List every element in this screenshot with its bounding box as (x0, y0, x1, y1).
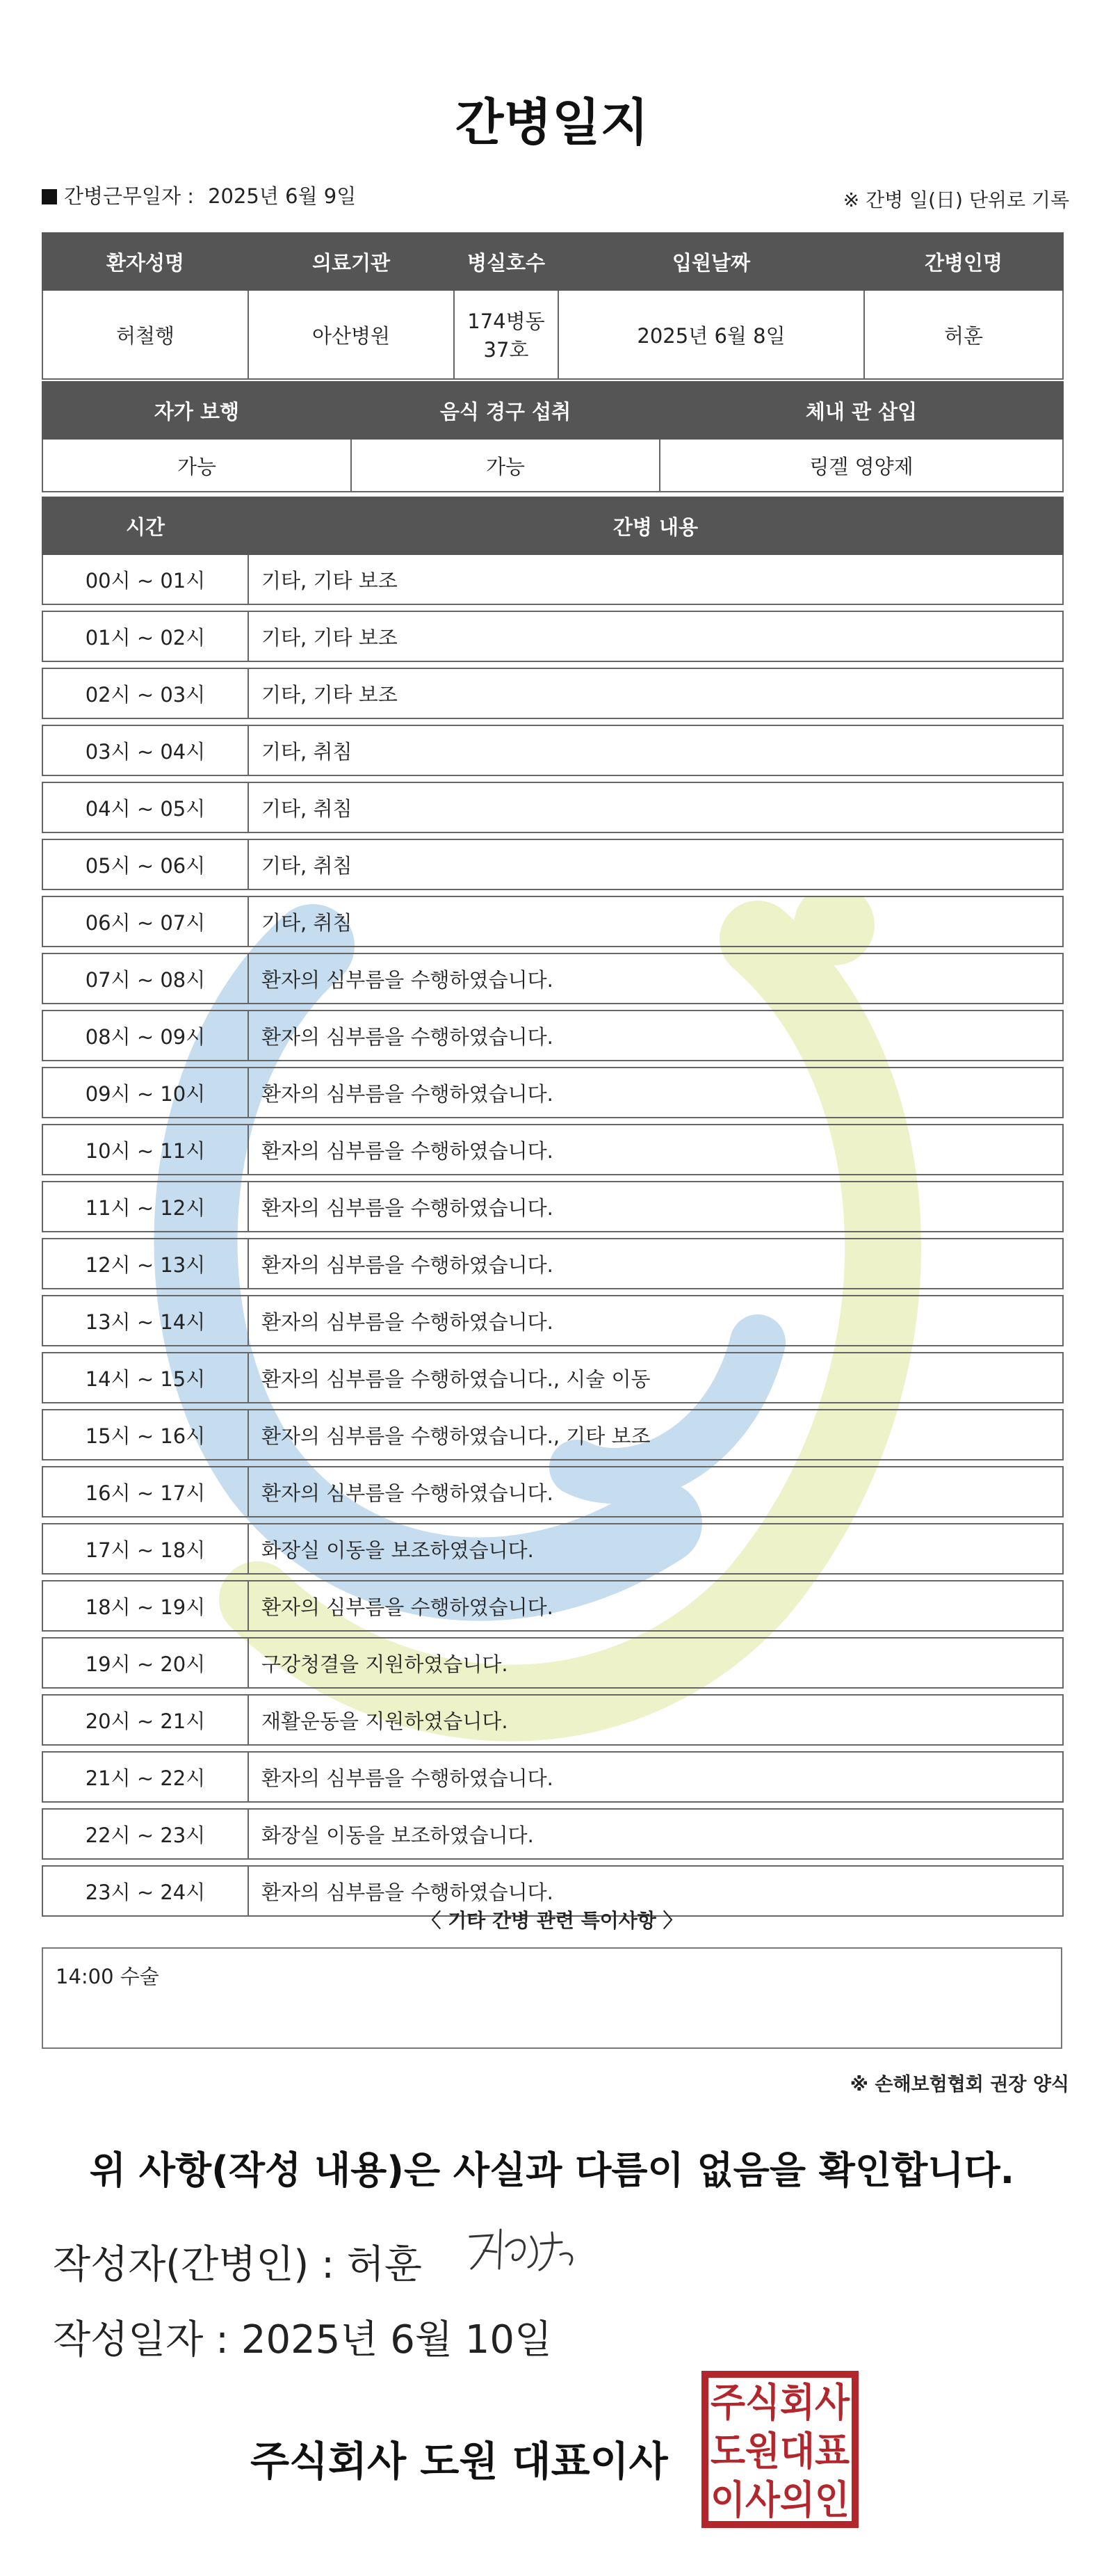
header-self-walking: 자가 보행 (42, 382, 351, 439)
table-row (42, 1125, 1063, 1175)
row-time: 08시 ~ 09시 (42, 1011, 248, 1061)
row-time: 10시 ~ 11시 (42, 1125, 248, 1175)
remarks-box (42, 1947, 1062, 2049)
room-no: 37호 (483, 338, 529, 362)
row-content: 환자의 심부름을 수행하였습니다. (248, 1866, 1063, 1916)
row-time: 12시 ~ 13시 (42, 1239, 248, 1289)
row-gap (42, 832, 1063, 839)
table-row (42, 953, 1063, 1004)
oral-intake-value: 가능 (351, 439, 660, 492)
row-time: 06시 ~ 07시 (42, 896, 248, 947)
status-table (42, 381, 1064, 492)
table-row (42, 554, 1063, 604)
svg-text:도원대표: 도원대표 (711, 2429, 850, 2474)
row-time: 03시 ~ 04시 (42, 725, 248, 775)
row-gap (42, 1118, 1063, 1125)
record-unit-note: ※ 간병 일(日) 단위로 기록 (843, 188, 1069, 211)
header-admission-date: 입원날짜 (558, 233, 864, 290)
svg-text:주식회사: 주식회사 (711, 2381, 850, 2426)
handwritten-signature (464, 2223, 583, 2277)
table-row (42, 782, 1063, 832)
header-tube-insertion: 체내 관 삽입 (660, 382, 1063, 439)
row-time: 19시 ~ 20시 (42, 1638, 248, 1688)
table-row (42, 668, 1063, 718)
header-care-content: 간병 내용 (248, 497, 1063, 554)
work-date-line (42, 181, 356, 209)
header-caregiver: 간병인명 (864, 233, 1063, 290)
remarks-caption: 〈 기타 간병 관련 특이사항 〉 (421, 1909, 683, 1932)
row-content: 환자의 심부름을 수행하였습니다., 시술 이동 (248, 1353, 1063, 1403)
row-content: 환자의 심부름을 수행하였습니다., 기타 보조 (248, 1410, 1063, 1460)
patient-info-table (42, 232, 1064, 380)
row-content: 기타, 기타 보조 (248, 554, 1063, 604)
row-time: 23시 ~ 24시 (42, 1866, 248, 1916)
row-time: 16시 ~ 17시 (42, 1467, 248, 1517)
row-time: 02시 ~ 03시 (42, 668, 248, 718)
row-time: 17시 ~ 18시 (42, 1524, 248, 1574)
row-time: 11시 ~ 12시 (42, 1182, 248, 1232)
row-content: 기타, 취침 (248, 839, 1063, 889)
row-gap (42, 1061, 1063, 1068)
row-content: 화장실 이동을 보조하였습니다. (248, 1524, 1063, 1574)
table-row (42, 725, 1063, 775)
row-content: 환자의 심부름을 수행하였습니다. (248, 1011, 1063, 1061)
row-gap (42, 1574, 1063, 1581)
form-source-note: ※ 손해보험협회 권장 양식 (850, 2074, 1069, 2095)
table-row (42, 1638, 1063, 1688)
row-content: 구강청결을 지원하였습니다. (248, 1638, 1063, 1688)
care-log-rows (42, 554, 1063, 1916)
table-row (42, 1809, 1063, 1859)
table-row (42, 1239, 1063, 1289)
remarks-text: 14:00 수술 (56, 1965, 159, 1988)
square-bullet-icon (42, 189, 57, 204)
row-content: 기타, 기타 보조 (248, 611, 1063, 661)
row-content: 환자의 심부름을 수행하였습니다. (248, 1182, 1063, 1232)
row-time: 18시 ~ 19시 (42, 1581, 248, 1631)
row-gap (42, 1460, 1063, 1467)
table-row (42, 1410, 1063, 1460)
row-time: 07시 ~ 08시 (42, 953, 248, 1004)
row-time: 01시 ~ 02시 (42, 611, 248, 661)
table-row (42, 1296, 1063, 1346)
header-oral-intake: 음식 경구 섭취 (351, 382, 660, 439)
row-time: 20시 ~ 21시 (42, 1695, 248, 1745)
row-content: 환자의 심부름을 수행하였습니다. (248, 1752, 1063, 1802)
row-gap (42, 661, 1063, 668)
table-row (42, 1467, 1063, 1517)
table-row (42, 1695, 1063, 1745)
row-content: 재활운동을 지원하였습니다. (248, 1695, 1063, 1745)
work-date-label: 간병근무일자 : (64, 184, 195, 208)
row-time: 21시 ~ 22시 (42, 1752, 248, 1802)
row-time: 04시 ~ 05시 (42, 782, 248, 832)
row-time: 00시 ~ 01시 (42, 554, 248, 604)
patient-name: 허철행 (42, 290, 248, 379)
row-content: 환자의 심부름을 수행하였습니다. (248, 1068, 1063, 1118)
header-room: 병실호수 (454, 233, 558, 290)
tube-insertion-value: 링겔 영양제 (660, 439, 1063, 492)
row-gap (42, 1346, 1063, 1353)
row-time: 22시 ~ 23시 (42, 1809, 248, 1859)
header-hospital: 의료기관 (248, 233, 454, 290)
row-content: 환자의 심부름을 수행하였습니다. (248, 1125, 1063, 1175)
svg-text:이사의인: 이사의인 (711, 2478, 850, 2523)
row-content: 기타, 기타 보조 (248, 668, 1063, 718)
table-row (42, 1581, 1063, 1631)
table-row (42, 1524, 1063, 1574)
row-gap (42, 1631, 1063, 1638)
work-date-value: 2025년 6월 9일 (208, 184, 357, 208)
row-gap (42, 1175, 1063, 1182)
row-time: 13시 ~ 14시 (42, 1296, 248, 1346)
table-row (42, 611, 1063, 661)
row-gap (42, 1004, 1063, 1011)
row-gap (42, 1403, 1063, 1410)
table-row (42, 1752, 1063, 1802)
row-gap (42, 1745, 1063, 1752)
row-gap (42, 1289, 1063, 1296)
row-time: 15시 ~ 16시 (42, 1410, 248, 1460)
row-gap (42, 604, 1063, 611)
header-patient-name: 환자성명 (42, 233, 248, 290)
row-gap (42, 1859, 1063, 1866)
care-log-table (42, 497, 1064, 1917)
row-gap (42, 1688, 1063, 1695)
admission-date: 2025년 6월 8일 (558, 290, 864, 379)
table-row (42, 1068, 1063, 1118)
table-row (42, 1182, 1063, 1232)
row-content: 환자의 심부름을 수행하였습니다. (248, 1467, 1063, 1517)
row-gap (42, 889, 1063, 896)
table-row (42, 839, 1063, 889)
header-time: 시간 (42, 497, 248, 554)
row-gap (42, 1517, 1063, 1524)
row-content: 기타, 취침 (248, 896, 1063, 947)
caregiver-name: 허훈 (864, 290, 1063, 379)
table-row (42, 1353, 1063, 1403)
room-ward: 174병동 (467, 309, 545, 333)
row-gap (42, 1232, 1063, 1239)
row-content: 기타, 취침 (248, 725, 1063, 775)
write-date-line: 작성일자 : 2025년 6월 10일 (53, 2317, 553, 2362)
row-content: 환자의 심부름을 수행하였습니다. (248, 1239, 1063, 1289)
row-content: 환자의 심부름을 수행하였습니다. (248, 1581, 1063, 1631)
row-gap (42, 775, 1063, 782)
company-seal-stamp (701, 2370, 859, 2529)
document-title: 간병일지 (455, 93, 649, 152)
row-time: 05시 ~ 06시 (42, 839, 248, 889)
writer-line: 작성자(간병인) : 허훈 (53, 2242, 422, 2287)
row-content: 기타, 취침 (248, 782, 1063, 832)
row-gap (42, 718, 1063, 725)
confirmation-statement: 위 사항(작성 내용)은 사실과 다름이 없음을 확인합니다. (89, 2148, 1015, 2192)
self-walking-value: 가능 (42, 439, 351, 492)
row-gap (42, 1802, 1063, 1809)
table-row (42, 1011, 1063, 1061)
row-time: 09시 ~ 10시 (42, 1068, 248, 1118)
row-time: 14시 ~ 15시 (42, 1353, 248, 1403)
row-content: 환자의 심부름을 수행하였습니다. (248, 953, 1063, 1004)
row-content: 환자의 심부름을 수행하였습니다. (248, 1296, 1063, 1346)
row-gap (42, 947, 1063, 953)
company-representative: 주식회사 도원 대표이사 (250, 2438, 668, 2485)
hospital-name: 아산병원 (248, 290, 454, 379)
table-row (42, 896, 1063, 947)
room-number (454, 290, 558, 379)
row-content: 화장실 이동을 보조하였습니다. (248, 1809, 1063, 1859)
